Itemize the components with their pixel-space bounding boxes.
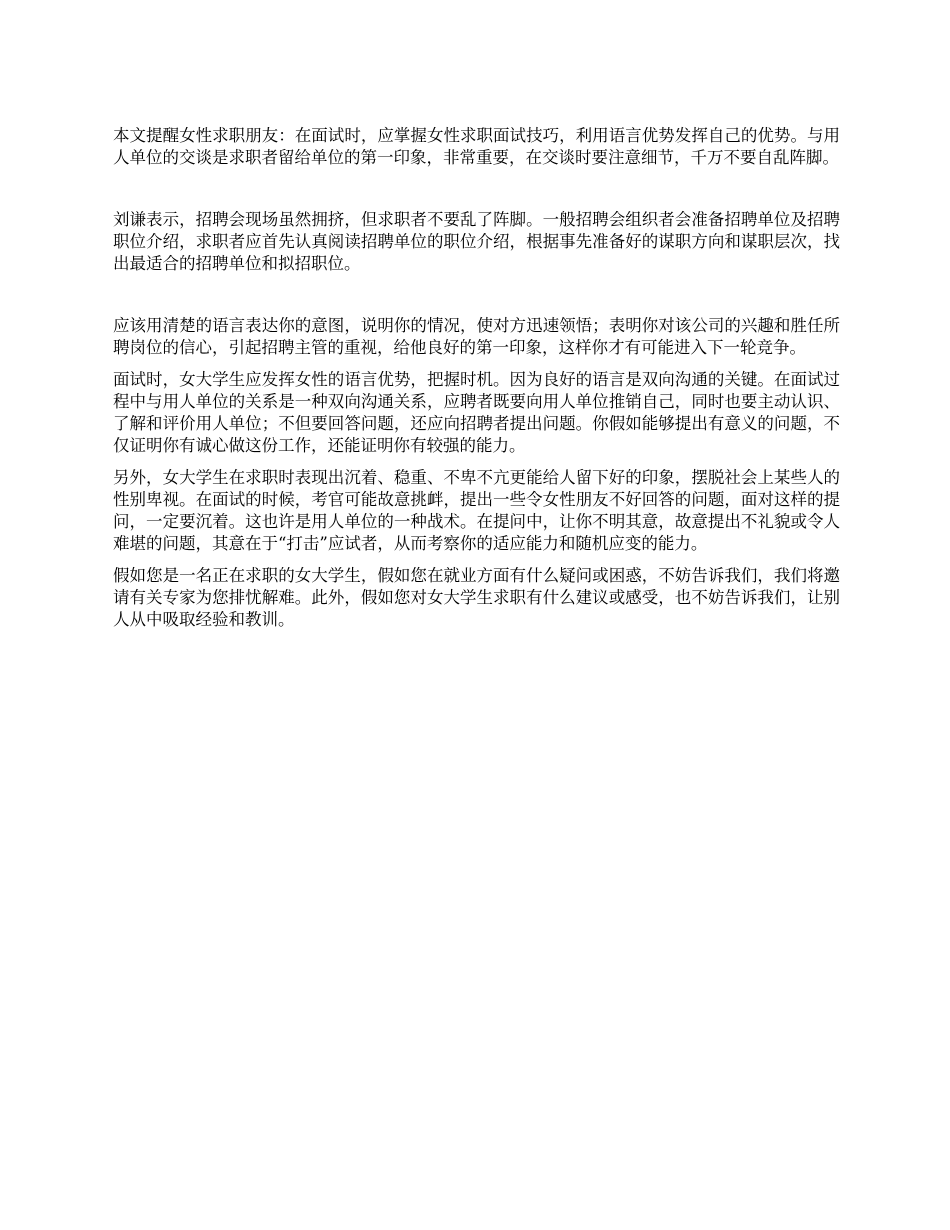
paragraph-4: 面试时，女大学生应发挥女性的语言优势，把握时机。因为良好的语言是双向沟通的关键。在面试过程中与用人单位的关系是一种双向沟通关系，应聘者既要向用人单位推销自己，同时也要主动认识、了解和评价用人单位；不但要回答问题，还应向招聘者提出问题。你假如能够提出有意义的问题，不仅证明你有诚心做这份工作，还能证明你有较强的能力。 — [113, 370, 840, 455]
paragraph-2: 刘谦表示，招聘会现场虽然拥挤，但求职者不要乱了阵脚。一般招聘会组织者会准备招聘单位及招聘职位介绍，求职者应首先认真阅读招聘单位的职位介绍，根据事先准备好的谋职方向和谋职层次，找出最适合的招聘单位和拟招职位。 — [113, 210, 840, 273]
article-body — [113, 125, 840, 631]
paragraph-6: 假如您是一名正在求职的女大学生，假如您在就业方面有什么疑问或困惑，不妨告诉我们，我们将邀请有关专家为您排忧解难。此外，假如您对女大学生求职有什么建议或感受，也不妨告诉我们，让别人从中吸取经验和教训。 — [113, 566, 840, 629]
paragraph-5: 另外，女大学生在求职时表现出沉着、稳重、不卑不亢更能给人留下好的印象，摆脱社会上某些人的性别卑视。在面试的时候，考官可能故意挑衅，提出一些令女性朋友不好回答的问题，面对这样的提问，一定要沉着。这也许是用人单位的一种战术。在提问中，让你不明其意，故意提出不礼貌或令人难堪的问题，其意在于“打击”应试者，从而考察你的适应能力和随机应变的能力。 — [113, 468, 840, 553]
paragraph-1: 本文提醒女性求职朋友：在面试时，应掌握女性求职面试技巧，利用语言优势发挥自己的优势。与用人单位的交谈是求职者留给单位的第一印象，非常重要，在交谈时要注意细节，千万不要自乱阵脚。 — [113, 126, 840, 167]
paragraph-3: 应该用清楚的语言表达你的意图，说明你的情况，使对方迅速领悟；表明你对该公司的兴趣和胜任所聘岗位的信心，引起招聘主管的重视，给他良好的第一印象，这样你才有可能进入下一轮竞争。 — [113, 316, 840, 357]
